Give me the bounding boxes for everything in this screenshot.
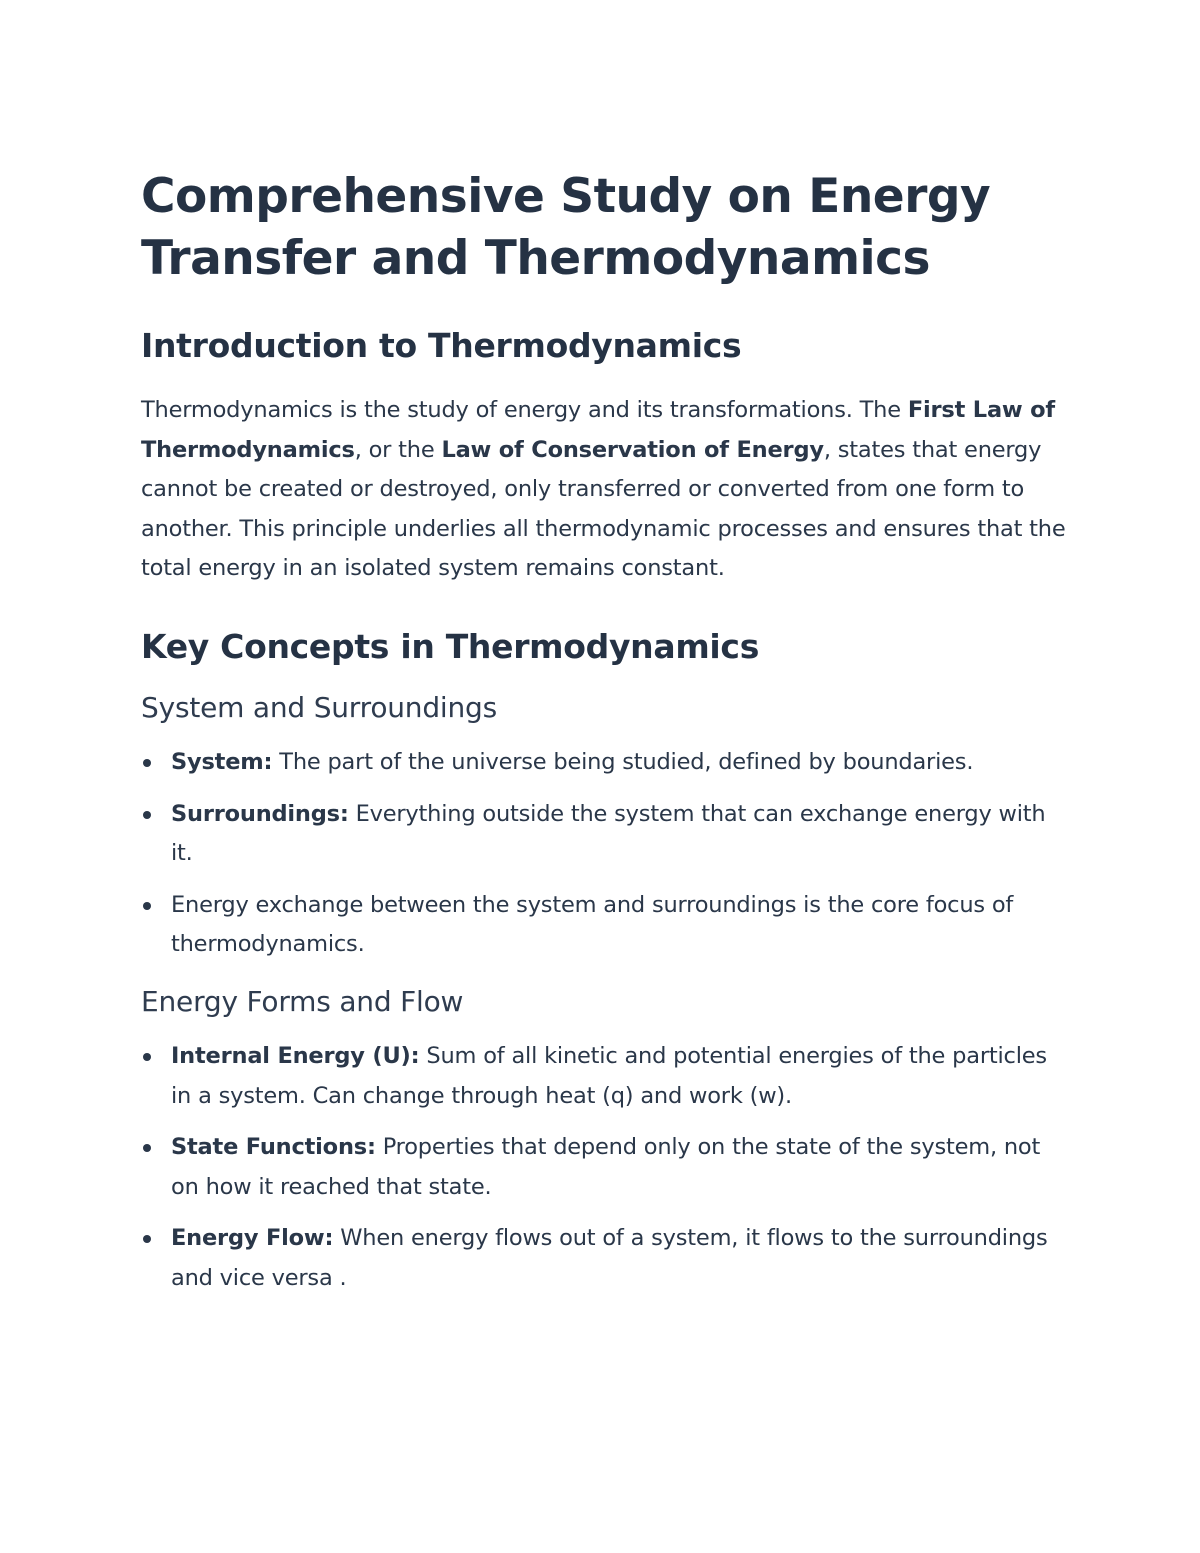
intro-text-3: , states that energy cannot be created or destroyed, only transferred or converted from one form to another. This principle underlies all thermodynamic processes and ensures that the total energy in an isolated system remains constant. xyxy=(141,436,1066,582)
list-item-text: Sum of all kinetic and potential energies of the particles in a system. Can change through heat (q) and work (w). xyxy=(171,1042,1047,1109)
list-item-text: Everything outside the system that can exchange energy with it. xyxy=(171,800,1046,867)
list-item-text: Energy exchange between the system and surroundings is the core focus of thermodynamics. xyxy=(171,891,1014,958)
list-item xyxy=(141,795,1066,874)
list-item-term: Internal Energy (U): xyxy=(171,1042,420,1069)
list-item xyxy=(141,1037,1066,1116)
bullet-icon xyxy=(143,1144,151,1152)
intro-text-1: Thermodynamics is the study of energy and its transformations. The xyxy=(141,397,908,423)
list-item xyxy=(141,886,1066,965)
energy-forms-heading: Energy Forms and Flow xyxy=(141,984,464,1018)
list-item-term: State Functions: xyxy=(171,1134,376,1161)
list-item xyxy=(141,743,1066,783)
key-concepts-heading: Key Concepts in Thermodynamics xyxy=(141,626,760,666)
list-item-term: System: xyxy=(171,748,273,775)
system-surroundings-heading: System and Surroundings xyxy=(141,690,498,724)
list-item xyxy=(141,1128,1066,1207)
intro-paragraph xyxy=(141,391,1066,589)
intro-text-2: , or the xyxy=(354,436,442,463)
document-page xyxy=(141,166,1066,1311)
document-title: Comprehensive Study on Energy Transfer and Thermodynamics xyxy=(141,169,991,286)
first-law-term: First Law of Thermodynamics xyxy=(141,397,1055,463)
list-item-text: When energy flows out of a system, it flows to the surroundings and vice versa . xyxy=(171,1225,1048,1291)
intro-heading: Introduction to Thermodynamics xyxy=(141,326,742,365)
conservation-law-term: Law of Conservation of Energy xyxy=(441,436,824,463)
list-item-term: Surroundings: xyxy=(171,800,349,827)
list-item-term: Energy Flow: xyxy=(171,1225,334,1252)
bullet-icon xyxy=(143,1235,151,1243)
system-surroundings-list xyxy=(141,743,1066,965)
energy-forms-list xyxy=(141,1037,1066,1299)
list-item-text: The part of the universe being studied, defined by boundaries. xyxy=(272,748,974,775)
bullet-icon xyxy=(143,759,151,767)
bullet-icon xyxy=(143,811,151,819)
bullet-icon xyxy=(143,1053,151,1061)
list-item-text: Properties that depend only on the state of the system, not on how it reached that state. xyxy=(171,1134,1041,1200)
bullet-icon xyxy=(143,902,151,910)
list-item xyxy=(141,1219,1066,1298)
